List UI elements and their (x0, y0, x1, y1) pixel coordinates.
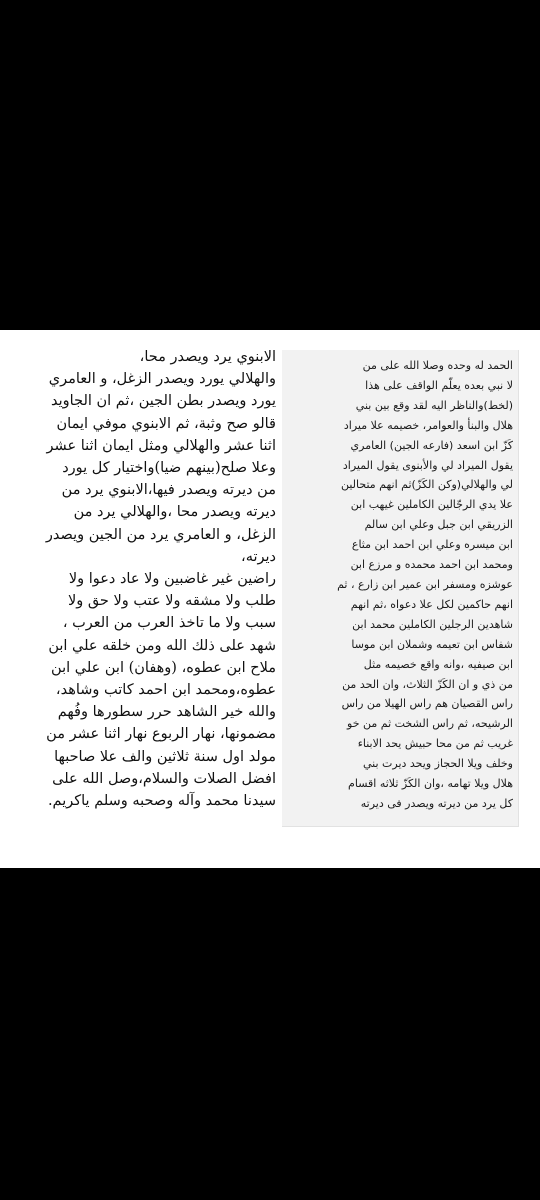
right-text-column (288, 356, 513, 814)
text-line: الرشيحه، ثم راس الشخت ثم من خو (347, 717, 513, 731)
document-image (0, 330, 540, 868)
text-line: انهم حاكمين لكل علا دعواه ،ثم انهم (350, 597, 513, 611)
text-line: سبب ولا ما تاخذ العرب من العرب ، (62, 615, 276, 632)
text-line: ديرته، (241, 548, 276, 565)
text-line: عطوه،ومحمد ابن احمد كاتب وشاهد، (55, 682, 276, 699)
text-line: كل يرد من ديرته ويصدر فى ديرته (360, 796, 513, 810)
text-line: لي والهلالي(وكن الكَزّ)ثم انهم متحالين (340, 478, 513, 492)
text-line: عوشزه ومسفر ابن عمير ابن زارع ، ثم (337, 577, 513, 591)
text-line: طلب ولا مشقه ولا عتب ولا حق ولا (67, 593, 276, 610)
text-line: افضل الصلات والسلام،وصل الله على (52, 770, 276, 787)
text-line: هلال والبنأ والعوامر، خصيمه علا ميراد (343, 418, 513, 432)
text-line: وخلف ويلا الحجاز ويحد ديرت بني (362, 757, 513, 771)
text-line: مولد اول سنة ثلاثين والف علا صاحبها (54, 748, 276, 765)
text-line: مضمونها، نهار الربوع نهار اثنا عشر من (46, 726, 276, 743)
text-line: ومحمد ابن احمد محمده و مرزع ابن (350, 558, 513, 572)
text-line: سيدنا محمد وآله وصحبه وسلم ياكريم. (47, 793, 276, 810)
text-line: الابنوي يرد ويصدر محا، (139, 349, 276, 365)
text-line: من ديرته ويصدر فيها،الابنوي يرد من (61, 482, 276, 499)
text-line: غريب ثم من محا حبيش يحد الابناء (357, 737, 513, 751)
text-line: لا نبي بعده يعلّم الواقف على هذا (365, 378, 513, 392)
left-text-column (34, 346, 276, 812)
text-line: قالو صح وثبة، ثم الابنوي موفي ايمان (56, 415, 276, 432)
text-line: (لخط)والناظر اليه لقد وقع بين بني (355, 398, 513, 412)
text-line: كَزّ ابن اسعد (فارعه الجين) العامري (350, 438, 513, 452)
text-line: علا يدي الرجّالين الكاملين غيهب ابن (350, 498, 513, 512)
text-line: ابن ميسره وعلي ابن احمد ابن مثاع (351, 538, 513, 552)
text-line: راس القصيان هم راس الهيلا من راس (341, 697, 513, 711)
text-line: وعلا صلح(بينهم ضيا)واختيار كل يورد (62, 460, 276, 477)
text-line: والله خير الشاهد حرر سطورها وفُهم (57, 704, 276, 721)
text-line: شهد على ذلك الله ومن خلقه علي ابن (48, 637, 276, 654)
text-line: يقول الميراد لي والأبنوى يقول الميراد (342, 458, 513, 472)
text-line: اثنا عشر والهلالي ومثل ايمان اثنا عشر (46, 437, 276, 454)
text-line: الحمد له وحده وصلا الله على من (362, 359, 513, 372)
text-line: والهلالي يورد ويصدر الزغل، و العامري (48, 371, 276, 388)
text-line: من ذي و ان الكَزّ الثلاث، وان الحد من (342, 677, 513, 691)
text-line: ديرته ويصدر محا ،والهلالي يرد من (73, 504, 276, 521)
text-line: ابن صيفيه ،وانه واقع خصيمه مثل (363, 657, 513, 671)
right-text-panel (282, 350, 519, 827)
text-line: راضين غير غاضبين ولا عاد دعوا ولا (68, 571, 276, 588)
text-line: شفاس ابن تعيمه وشملان ابن موسا (351, 637, 513, 651)
text-line: ملاح ابن عطوه، (وهفان) ابن علي ابن (51, 659, 276, 676)
text-line: يورد ويصدر بطن الجين ،ثم ان الجاويد (51, 393, 276, 410)
text-line: هلال ويلا تهامه ،وان الكَزّ ثلاثه اقسام (348, 777, 513, 791)
text-line: الزغل، و العامري يرد من الجين ويصدر (45, 526, 276, 543)
text-line: الزريقي ابن جبل وعلي ابن سالم (364, 518, 513, 532)
text-line: شاهدين الرجلين الكاملين محمد ابن (352, 617, 513, 631)
